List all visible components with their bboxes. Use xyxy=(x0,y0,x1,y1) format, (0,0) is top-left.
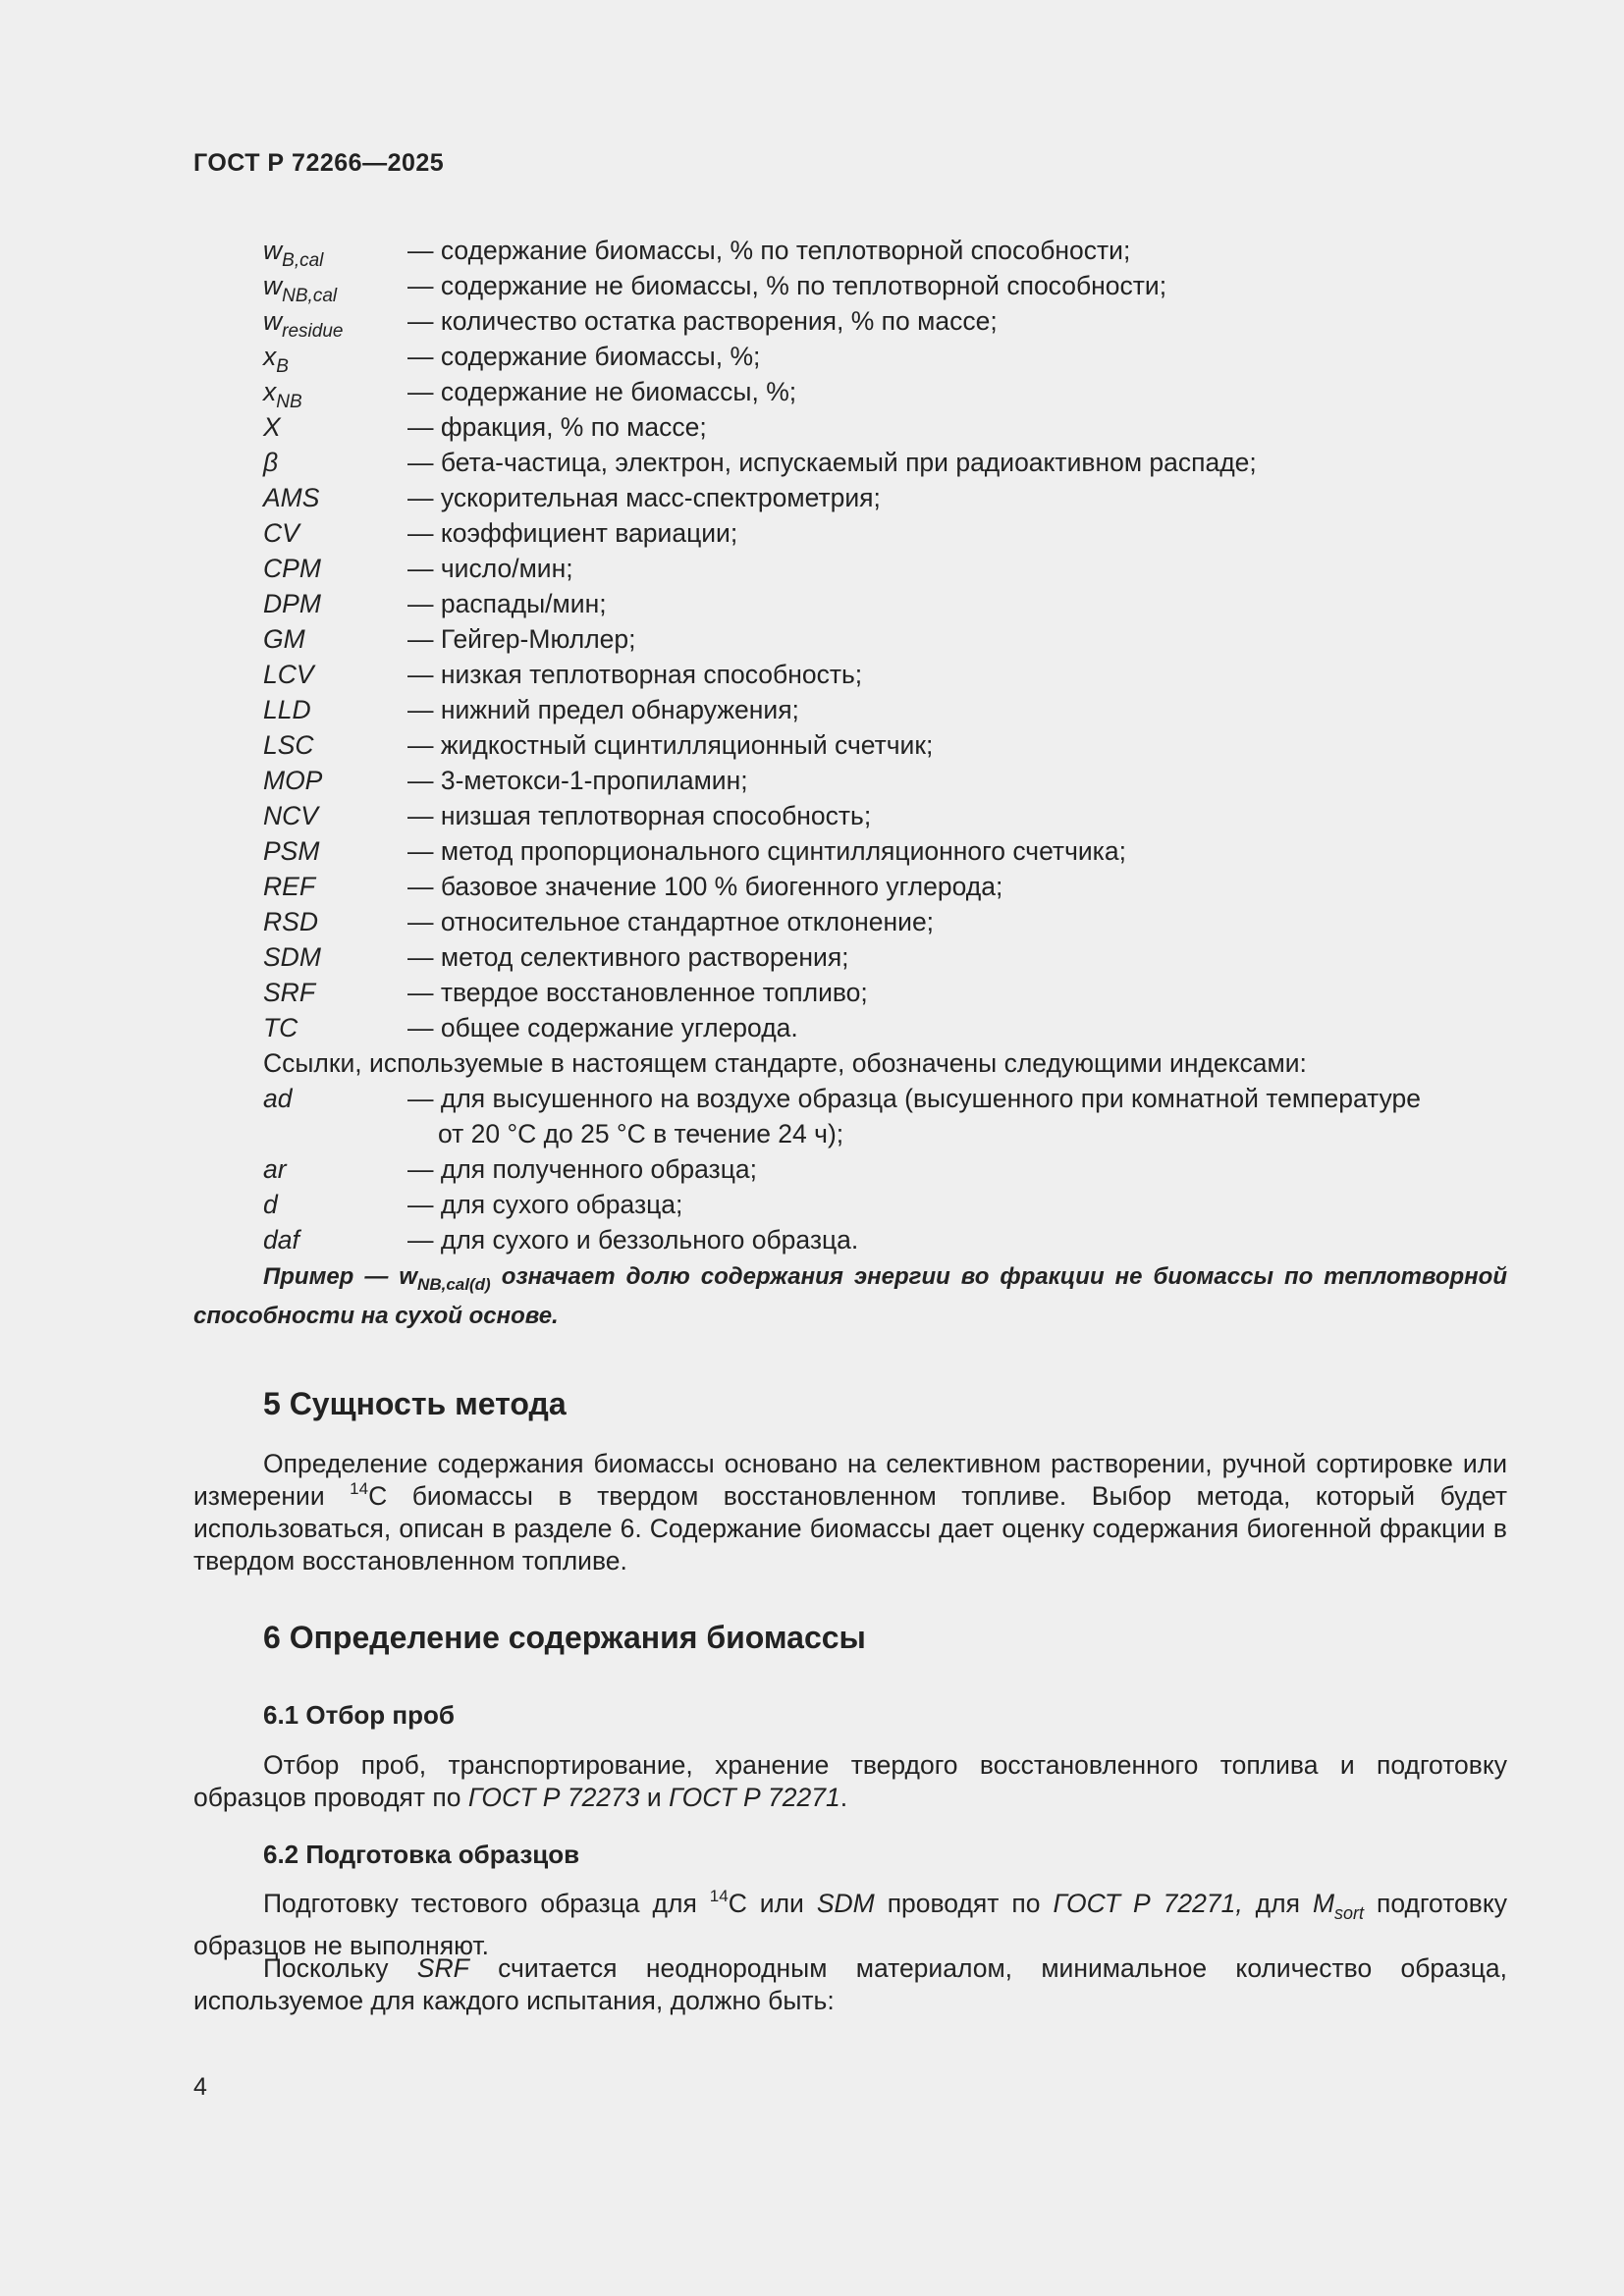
index-text: — для сухого и беззольного образца. xyxy=(407,1225,859,1255)
example-note: Пример — $w_{NB,cal(d)}$ означает долю содержания энергии во фракции не биомассы по теплотворной способности на сухой основе. xyxy=(193,1263,1507,1329)
definition-symbol: AMS xyxy=(263,483,320,512)
definition-text: — низкая теплотворная способность; xyxy=(407,660,863,689)
definition-symbol: GM xyxy=(263,624,305,654)
definition-symbol: LSC xyxy=(263,730,314,760)
definition-symbol: DPM xyxy=(263,589,321,618)
definition-symbol: SDM xyxy=(263,942,321,972)
definition-row xyxy=(193,409,1507,445)
index-text: — для высушенного на воздухе образца (высушенного при комнатной температуре от 20 °С до 25 °С в течение 24 ч); xyxy=(407,1084,1421,1148)
definition-symbol: CV xyxy=(263,518,299,548)
definition-row xyxy=(193,586,1507,621)
definition-row xyxy=(193,975,1507,1010)
definition-symbol: RSD xyxy=(263,907,318,936)
definition-text: — нижний предел обнаружения; xyxy=(407,695,799,724)
index-symbol: ar xyxy=(263,1154,287,1184)
index-text: — для полученного образца; xyxy=(407,1154,757,1184)
definition-row xyxy=(193,233,1507,271)
definition-symbol: PSM xyxy=(263,836,320,866)
definitions-list xyxy=(193,233,1507,1356)
definition-row xyxy=(193,692,1507,727)
definition-symbol: LLD xyxy=(263,695,311,724)
definition-text: — относительное стандартное отклонение; xyxy=(407,907,935,936)
definition-text: — жидкостный сцинтилляционный счетчик; xyxy=(407,730,934,760)
index-row xyxy=(193,1222,1507,1257)
definition-symbol: SRF xyxy=(263,978,315,1007)
section-5-title: 5 Сущность метода xyxy=(263,1386,567,1421)
definition-text: — базовое значение 100 % биогенного углерода; xyxy=(407,872,1003,901)
definition-row xyxy=(193,939,1507,975)
definition-symbol: TC xyxy=(263,1013,298,1042)
definition-text: — число/мин; xyxy=(407,554,573,583)
index-symbol: d xyxy=(263,1190,278,1219)
definition-text: — 3-метокси-1-пропиламин; xyxy=(407,766,748,795)
definition-text: — твердое восстановленное топливо; xyxy=(407,978,868,1007)
definition-text: — количество остатка растворения, % по массе; xyxy=(407,306,998,336)
definition-row xyxy=(193,763,1507,798)
definition-row xyxy=(193,657,1507,692)
section-6-2-paragraph-1: Подготовку тестового образца для $^{14}$С или SDM проводят по ГОСТ Р 72271, для $M_{sort}$ подготовку образцов не выполняют. xyxy=(193,1887,1508,1960)
definition-symbol: $x_B$ xyxy=(263,342,289,377)
definition-text: — ускорительная масс-спектрометрия; xyxy=(407,483,881,512)
definition-symbol: $x_{NB}$ xyxy=(263,377,302,412)
definition-row xyxy=(193,445,1507,480)
section-6-1-title: 6.1 Отбор проб xyxy=(263,1700,455,1730)
indices-intro: Ссылки, используемые в настоящем стандарте, обозначены следующими индексами: xyxy=(263,1048,1307,1078)
definition-text: — содержание биомассы, % по теплотворной способности; xyxy=(407,236,1131,265)
page-number: 4 xyxy=(193,2073,207,2101)
definition-row xyxy=(193,727,1507,763)
definition-symbol: β xyxy=(263,448,279,477)
index-symbol: daf xyxy=(263,1225,299,1255)
index-row xyxy=(193,1081,1507,1151)
definition-symbol: NCV xyxy=(263,801,318,830)
definition-text: — фракция, % по массе; xyxy=(407,412,707,442)
index-symbol: ad xyxy=(263,1084,293,1113)
definition-row xyxy=(193,621,1507,657)
definition-row xyxy=(193,268,1507,306)
index-row xyxy=(193,1187,1507,1222)
definition-text: — Гейгер-Мюллер; xyxy=(407,624,636,654)
definition-row xyxy=(193,374,1507,412)
definition-text: — метод пропорционального сцинтилляционного счетчика; xyxy=(407,836,1126,866)
definition-row xyxy=(193,515,1507,551)
definition-symbol: $w_{NB,cal}$ xyxy=(263,271,338,306)
definition-text: — общее содержание углерода. xyxy=(407,1013,798,1042)
definition-text: — коэффициент вариации; xyxy=(407,518,738,548)
doc-header: ГОСТ Р 72266—2025 xyxy=(193,149,445,177)
definition-text: — бета-частица, электрон, испускаемый при радиоактивном распаде; xyxy=(407,448,1257,477)
definition-row xyxy=(193,551,1507,586)
definition-row xyxy=(193,303,1507,342)
section-6-2-title: 6.2 Подготовка образцов xyxy=(263,1840,580,1869)
definition-row xyxy=(193,339,1507,377)
definition-row xyxy=(193,1010,1507,1045)
definition-symbol: $w_{residue}$ xyxy=(263,306,344,342)
definition-symbol: X xyxy=(263,412,281,442)
definition-row xyxy=(193,869,1507,904)
definition-row xyxy=(193,833,1507,869)
definition-text: — содержание не биомассы, %; xyxy=(407,377,797,406)
section-6-2-paragraph-2: Поскольку SRF считается неоднородным материалом, минимальное количество образца, используемое для каждого испытания, должно быть: xyxy=(193,1953,1508,2015)
definition-symbol: REF xyxy=(263,872,315,901)
definition-symbol: LCV xyxy=(263,660,314,689)
definition-text: — содержание не биомассы, % по теплотворной способности; xyxy=(407,271,1167,300)
definition-text: — низшая теплотворная способность; xyxy=(407,801,872,830)
definition-text: — распады/мин; xyxy=(407,589,607,618)
section-5-paragraph: Определение содержания биомассы основано на селективном растворении, ручной сортировке или измерении $^{14}$С биомассы в твердом восстановленном топливе. Выбор метода, который будет использоваться, описан в разделе 6. Содержание биомассы дает оценку содержания биогенной фракции в твердом восстановленном топливе. xyxy=(193,1449,1507,1575)
definition-row xyxy=(193,798,1507,833)
index-row xyxy=(193,1151,1507,1187)
definition-symbol: $w_{B,cal}$ xyxy=(263,236,324,271)
definition-row xyxy=(193,904,1507,939)
section-6-title: 6 Определение содержания биомассы xyxy=(263,1620,866,1655)
definition-symbol: CPM xyxy=(263,554,321,583)
definition-row xyxy=(193,480,1507,515)
definition-text: — содержание биомассы, %; xyxy=(407,342,761,371)
definition-text: — метод селективного растворения; xyxy=(407,942,849,972)
section-6-1-paragraph: Отбор проб, транспортирование, хранение твердого восстановленного топлива и подготовку образцов проводят по ГОСТ Р 72273 и ГОСТ Р 72271. xyxy=(193,1750,1507,1812)
definition-symbol: MOP xyxy=(263,766,323,795)
index-text: — для сухого образца; xyxy=(407,1190,683,1219)
